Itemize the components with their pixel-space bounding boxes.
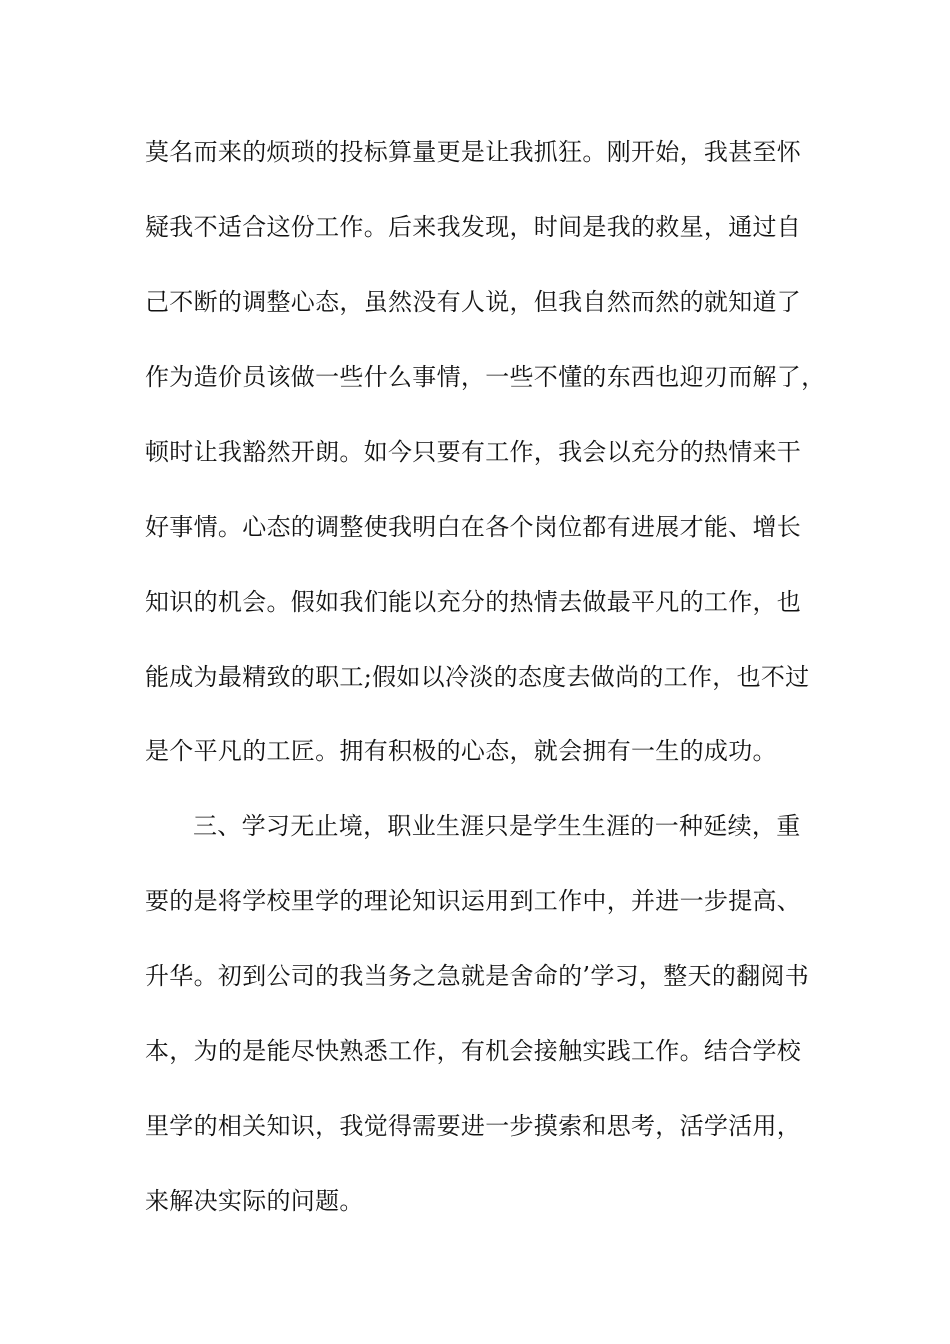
text-line: 作为造价员该做一些什么事情，一些不懂的东西也迎刃而解了， [145,363,826,391]
text-line: 能成为最精致的职工;假如以冷淡的态度去做尚的工作，也不过 [145,663,810,691]
text-line: 本，为的是能尽快熟悉工作，有机会接触实践工作。结合学校 [145,1037,802,1065]
text-line: 莫名而来的烦琐的投标算量更是让我抓狂。刚开始，我甚至怀 [145,138,802,166]
text-line: 己不断的调整心态，虽然没有人说，但我自然而然的就知道了 [145,288,802,316]
text-line: 要的是将学校里学的理论知识运用到工作中，并进一步提高、 [145,887,802,915]
text-line: 好事情。心态的调整使我明白在各个岗位都有进展才能、增长 [145,513,802,541]
paragraph-start-line: 三、学习无止境，职业生涯只是学生生涯的一种延续，重 [193,812,801,840]
text-line: 是个平凡的工匠。拥有积极的心态，就会拥有一生的成功。 [145,737,777,765]
text-line: 来解决实际的问题。 [145,1187,364,1215]
text-line: 升华。初到公司的我当务之急就是舍命的’学习，整天的翻阅书 [145,962,810,990]
text-line: 顿时让我豁然开朗。如今只要有工作，我会以充分的热情来干 [145,438,802,466]
text-line: 疑我不适合这份工作。后来我发现，时间是我的救星，通过自 [145,213,802,241]
text-line: 里学的相关知识，我觉得需要进一步摸索和思考，活学活用， [145,1112,802,1140]
text-line: 知识的机会。假如我们能以充分的热情去做最平凡的工作，也 [145,588,802,616]
